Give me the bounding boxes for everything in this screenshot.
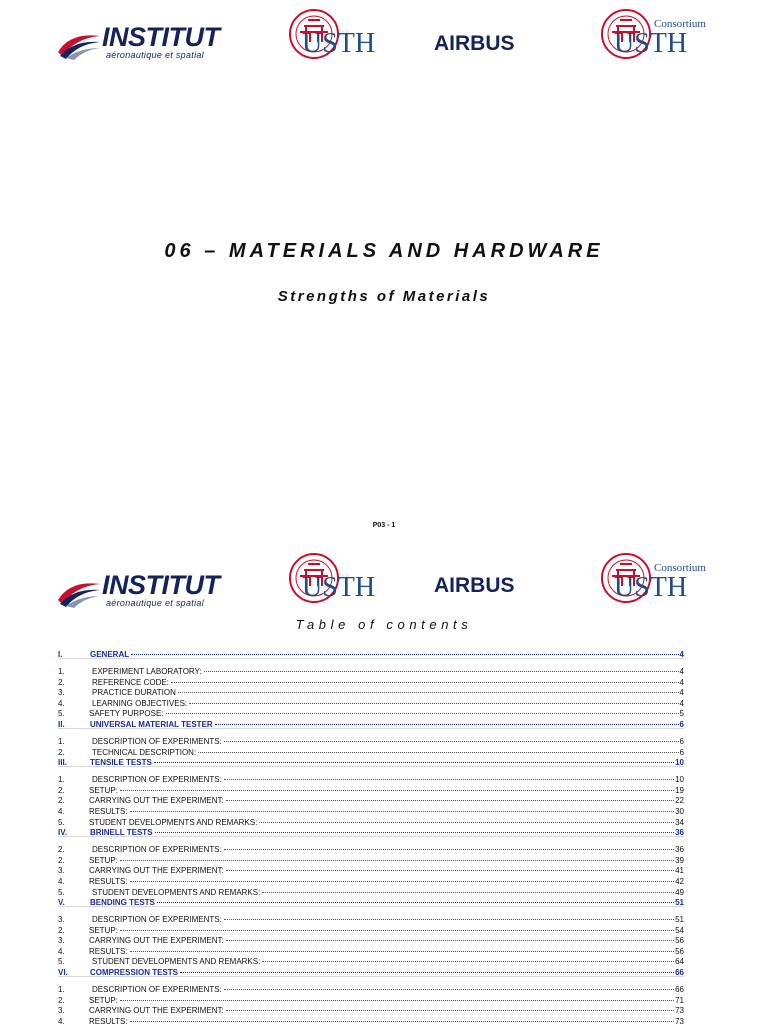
toc-section-row[interactable]: [58, 964, 684, 977]
toc-entry-page: 64: [675, 957, 684, 967]
institut-swoosh-icon: [56, 574, 102, 608]
toc-entry-number: I.: [58, 650, 63, 659]
toc-entry-label: GENERAL: [90, 650, 130, 659]
toc-dot-leader: [120, 990, 674, 1001]
toc-dot-leader: [226, 1000, 674, 1011]
toc-entry-page: 66: [675, 968, 684, 978]
usth-consortium-logo: [600, 552, 720, 616]
toc-entry-label: DESCRIPTION OF EXPERIMENTS:: [92, 915, 222, 925]
toc-entry-page: 19: [675, 785, 684, 795]
toc-entry-number: 1.: [58, 667, 65, 676]
toc-entry-page: 56: [675, 936, 684, 946]
toc-entry-page: 4: [679, 650, 684, 659]
toc-entry-number: 5.: [58, 887, 65, 897]
toc-entry-page: 41: [675, 866, 684, 876]
toc-entry-number: 2.: [58, 995, 65, 1005]
toc-entry-page: 49: [675, 887, 684, 897]
toc-entry-page: 66: [675, 985, 684, 995]
toc-dot-leader: [215, 714, 679, 725]
toc-entry-page: 36: [675, 828, 684, 838]
toc-entry-label: RESULTS:: [89, 806, 128, 816]
usth-consortium-logo: [600, 8, 720, 72]
toc-entry-number: 5.: [58, 817, 65, 827]
toc-dot-leader: [120, 780, 674, 791]
toc-dot-leader: [226, 930, 674, 941]
toc-entry-page: 51: [675, 915, 684, 925]
usth-consortium-wordmark: USTH: [614, 28, 688, 59]
toc-entry-label: TENSILE TESTS: [90, 758, 152, 768]
toc-entry-page: 71: [675, 995, 684, 1005]
toc-section-row[interactable]: [58, 646, 684, 659]
toc-entry-page: 73: [675, 1006, 684, 1016]
toc-entry-number: 4.: [58, 1016, 65, 1026]
usth-consortium-wordmark: USTH: [614, 572, 688, 603]
airbus-logo: AIRBUS: [434, 32, 515, 55]
toc-entry-number: VI.: [58, 968, 68, 978]
toc-entry-page: 6: [679, 719, 684, 729]
toc-dot-leader: [259, 812, 674, 823]
toc-entry-number: III.: [58, 758, 67, 768]
toc-entry-number: 3.: [58, 936, 65, 946]
toc-entry-number: 3.: [58, 915, 65, 925]
toc-entry-number: IV.: [58, 828, 68, 838]
toc-entry-number: 2.: [58, 747, 65, 757]
toc-entry-label: CARRYING OUT THE EXPERIMENT:: [89, 866, 224, 876]
institut-swoosh-icon: [56, 26, 102, 60]
toc-entry-number: 1.: [58, 775, 65, 785]
toc-dot-leader: [224, 839, 674, 850]
toc-dot-leader: [120, 920, 674, 931]
toc-dot-leader: [198, 742, 678, 753]
toc-entry-number: 4.: [58, 946, 65, 956]
usth-logo: [288, 552, 408, 616]
toc-entry-label: SETUP:: [89, 925, 118, 935]
toc-entry-page: 4: [679, 677, 684, 687]
toc-entry-label: LEARNING OBJECTIVES:: [92, 698, 188, 708]
page-number: P03 - 1: [372, 522, 396, 529]
toc-entry-page: 30: [675, 806, 684, 816]
toc-entry-number: 4.: [58, 876, 65, 886]
toc-entry-label: SETUP:: [89, 785, 118, 795]
toc-entry-page: 73: [675, 1016, 684, 1026]
toc-dot-leader: [154, 752, 674, 763]
toc-dot-leader: [130, 1011, 675, 1022]
toc-entry-row[interactable]: [58, 1013, 684, 1024]
toc-entry-number: 1.: [58, 985, 65, 995]
toc-entry-number: 2.: [58, 925, 65, 935]
toc-dot-leader: [131, 644, 678, 655]
toc-entry-label: RESULTS:: [89, 1016, 128, 1026]
toc-entry-label: TECHNICAL DESCRIPTION:: [92, 747, 197, 757]
usth-wordmark: USTH: [302, 28, 376, 59]
toc-entry-page: 51: [675, 898, 684, 908]
toc-entry-number: 4.: [58, 806, 65, 816]
toc-entry-label: CARRYING OUT THE EXPERIMENT:: [89, 796, 224, 806]
toc-entry-label: PRACTICE DURATION: [92, 688, 176, 698]
institut-wordmark: INSTITUT: [102, 22, 220, 52]
usth-wordmark: USTH: [302, 572, 376, 603]
consortium-label: Consortium: [654, 18, 706, 30]
toc-entry-label: BRINELL TESTS: [90, 828, 153, 838]
toc-dot-leader: [226, 790, 674, 801]
toc-entry-number: 5.: [58, 709, 65, 719]
toc-entry-label: EXPERIMENT LABORATORY:: [92, 667, 202, 676]
toc-entry-number: 1.: [58, 736, 65, 746]
toc-entry-label: STUDENT DEVELOPMENTS AND REMARKS:: [92, 957, 261, 967]
toc-entry-label: DESCRIPTION OF EXPERIMENTS:: [92, 775, 222, 785]
toc-title: Table of contents: [295, 617, 473, 632]
toc-dot-leader: [224, 979, 674, 990]
toc-entry-label: SETUP:: [89, 995, 118, 1005]
toc-entry-number: 2.: [58, 855, 65, 865]
toc-dot-leader: [189, 693, 678, 704]
toc-entry-label: SAFETY PURPOSE:: [89, 709, 164, 719]
toc-entry-number: 4.: [58, 698, 65, 708]
toc-list: [58, 646, 684, 1026]
institut-tagline: aéronautique et spatial: [106, 598, 204, 608]
toc-entry-number: 2.: [58, 845, 65, 855]
toc-section-row[interactable]: [58, 716, 684, 729]
toc-entry-label: RESULTS:: [89, 946, 128, 956]
toc-page: [0, 548, 768, 1024]
toc-entry-number: 2.: [58, 677, 65, 687]
toc-entry-number: 3.: [58, 1006, 65, 1016]
toc-dot-leader: [224, 909, 674, 920]
toc-entry-label: STUDENT DEVELOPMENTS AND REMARKS:: [92, 887, 261, 897]
toc-entry-page: 4: [679, 667, 684, 676]
usth-logo: [288, 8, 408, 72]
toc-entry-number: 5.: [58, 957, 65, 967]
toc-entry-page: 6: [679, 736, 684, 746]
toc-section-row[interactable]: [58, 894, 684, 907]
toc-dot-leader: [224, 769, 674, 780]
toc-entry-page: 34: [675, 817, 684, 827]
toc-entry-label: DESCRIPTION OF EXPERIMENTS:: [92, 736, 222, 746]
toc-entry-label: RESULTS:: [89, 876, 128, 886]
document-subtitle: Strengths of Materials: [277, 288, 491, 305]
toc-entry-number: 3.: [58, 688, 65, 698]
toc-dot-leader: [130, 871, 675, 882]
toc-dot-leader: [178, 682, 679, 693]
toc-entry-page: 6: [679, 747, 684, 757]
logo-bar: [0, 548, 768, 628]
toc-entry-page: 10: [675, 758, 684, 768]
toc-dot-leader: [130, 801, 675, 812]
toc-dot-leader: [226, 860, 674, 871]
institut-wordmark: INSTITUT: [102, 570, 220, 600]
toc-dot-leader: [204, 661, 679, 672]
document-title: 06 – MATERIALS AND HARDWARE: [164, 240, 604, 262]
toc-entry-label: REFERENCE CODE:: [92, 677, 169, 687]
toc-entry-number: V.: [58, 898, 65, 908]
institut-logo: [56, 22, 226, 66]
consortium-label: Consortium: [654, 562, 706, 574]
toc-entry-label: DESCRIPTION OF EXPERIMENTS:: [92, 845, 222, 855]
toc-dot-leader: [157, 892, 674, 903]
toc-entry-label: SETUP:: [89, 855, 118, 865]
toc-entry-page: 42: [675, 876, 684, 886]
toc-entry-label: UNIVERSAL MATERIAL TESTER: [90, 719, 213, 729]
toc-dot-leader: [224, 731, 679, 742]
toc-entry-label: CARRYING OUT THE EXPERIMENT:: [89, 936, 224, 946]
toc-dot-leader: [180, 962, 674, 973]
toc-entry-number: II.: [58, 719, 65, 729]
toc-entry-label: CARRYING OUT THE EXPERIMENT:: [89, 1006, 224, 1016]
toc-entry-label: STUDENT DEVELOPMENTS AND REMARKS:: [89, 817, 258, 827]
institut-tagline: aéronautique et spatial: [106, 50, 204, 60]
toc-entry-page: 22: [675, 796, 684, 806]
toc-entry-page: 5: [679, 709, 684, 719]
toc-entry-number: 2.: [58, 796, 65, 806]
institut-logo: [56, 570, 226, 614]
toc-entry-page: 56: [675, 946, 684, 956]
toc-dot-leader: [120, 850, 674, 861]
toc-entry-page: 36: [675, 845, 684, 855]
toc-entry-label: COMPRESSION TESTS: [90, 968, 179, 978]
toc-section-row[interactable]: [58, 754, 684, 767]
toc-section-row[interactable]: [58, 824, 684, 837]
toc-entry-label: BENDING TESTS: [90, 898, 155, 908]
toc-dot-leader: [262, 951, 674, 962]
toc-entry-page: 54: [675, 925, 684, 935]
toc-entry-page: 39: [675, 855, 684, 865]
toc-dot-leader: [262, 882, 674, 893]
toc-entry-page: 10: [675, 775, 684, 785]
toc-entry-label: DESCRIPTION OF EXPERIMENTS:: [92, 985, 222, 995]
toc-dot-leader: [155, 822, 675, 833]
toc-dot-leader: [166, 703, 679, 714]
logo-bar: [0, 0, 768, 80]
toc-entry-page: 4: [679, 688, 684, 698]
toc-dot-leader: [130, 941, 675, 952]
toc-dot-leader: [171, 672, 679, 683]
toc-entry-number: 2.: [58, 785, 65, 795]
toc-entry-page: 4: [679, 698, 684, 708]
airbus-logo: AIRBUS: [434, 574, 515, 597]
toc-entry-number: 3.: [58, 866, 65, 876]
